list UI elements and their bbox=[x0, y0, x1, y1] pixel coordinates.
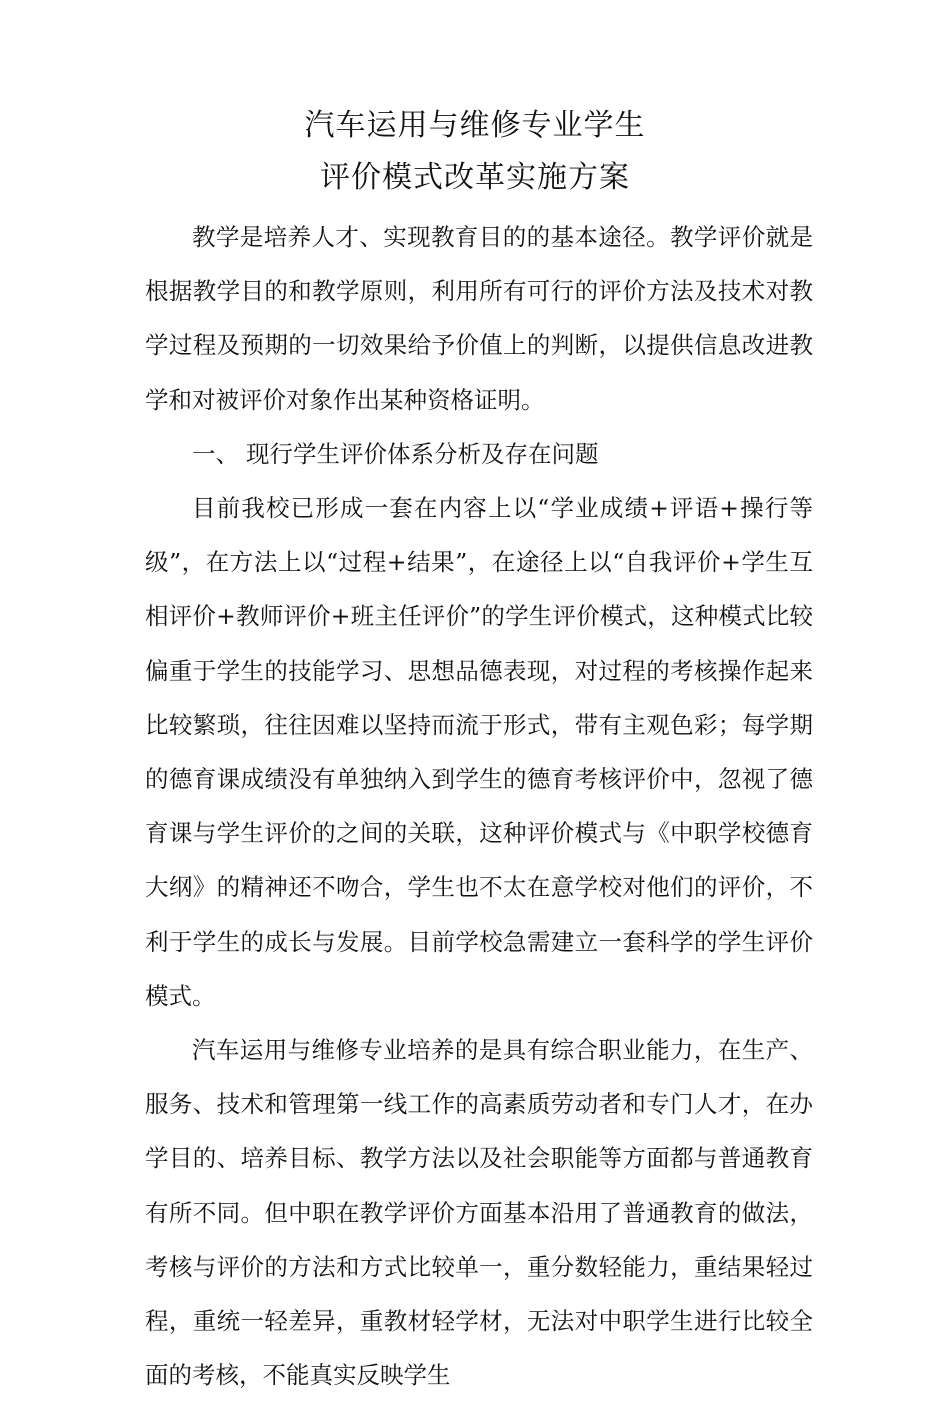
document-title bbox=[0, 100, 950, 204]
title-line-2: 评价模式改革实施方案 bbox=[320, 160, 630, 195]
paragraph-current-system: 目前我校已形成一套在内容上以“学业成绩+评语+操行等级”，在方法上以“过程+结果”，在途径上以“自我评价+学生互相评价+教师评价+班主任评价”的学生评价模式，这种模式比较偏重于学生的技能学习、思想品德表现，对过程的考核操作起来比较繁琐，往往因难以坚持而流于形式，带有主观色彩；每学期的德育课成绩没有单独纳入到学生的德育考核评价中，忽视了德育课与学生评价的之间的关联，这种评价模式与《中职学校德育大纲》的精神还不吻合，学生也不太在意学校对他们的评价，不利于学生的成长与发展。目前学校急需建立一套科学的学生评价模式。 bbox=[145, 494, 813, 1010]
paragraph-intro: 教学是培养人才、实现教育目的的基本途径。教学评价就是根据教学目的和教学原则，利用所有可行的评价方法及技术对教学过程及预期的一切效果给予价值上的判断，以提供信息改进教学和对被评价对象作出某种资格证明。 bbox=[145, 223, 813, 414]
title-line-1: 汽车运用与维修专业学生 bbox=[304, 108, 646, 143]
section-heading-text: 现行学生评价体系分析及存在问题 bbox=[246, 439, 599, 468]
section-heading-1 bbox=[145, 427, 813, 481]
section-number: 一、 bbox=[192, 439, 239, 468]
paragraph-specialty: 汽车运用与维修专业培养的是具有综合职业能力，在生产、服务、技术和管理第一线工作的高素质劳动者和专门人才，在办学目的、培养目标、教学方法以及社会职能等方面都与普通教育有所不同。但中职在教学评价方面基本沿用了普通教育的做法，考核与评价的方法和方式比较单一，重分数轻能力，重结果轻过程，重统一轻差异，重教材轻学材，无法对中职学生进行比较全面的考核，不能真实反映学生 bbox=[145, 1036, 813, 1390]
document-body bbox=[145, 210, 813, 1402]
